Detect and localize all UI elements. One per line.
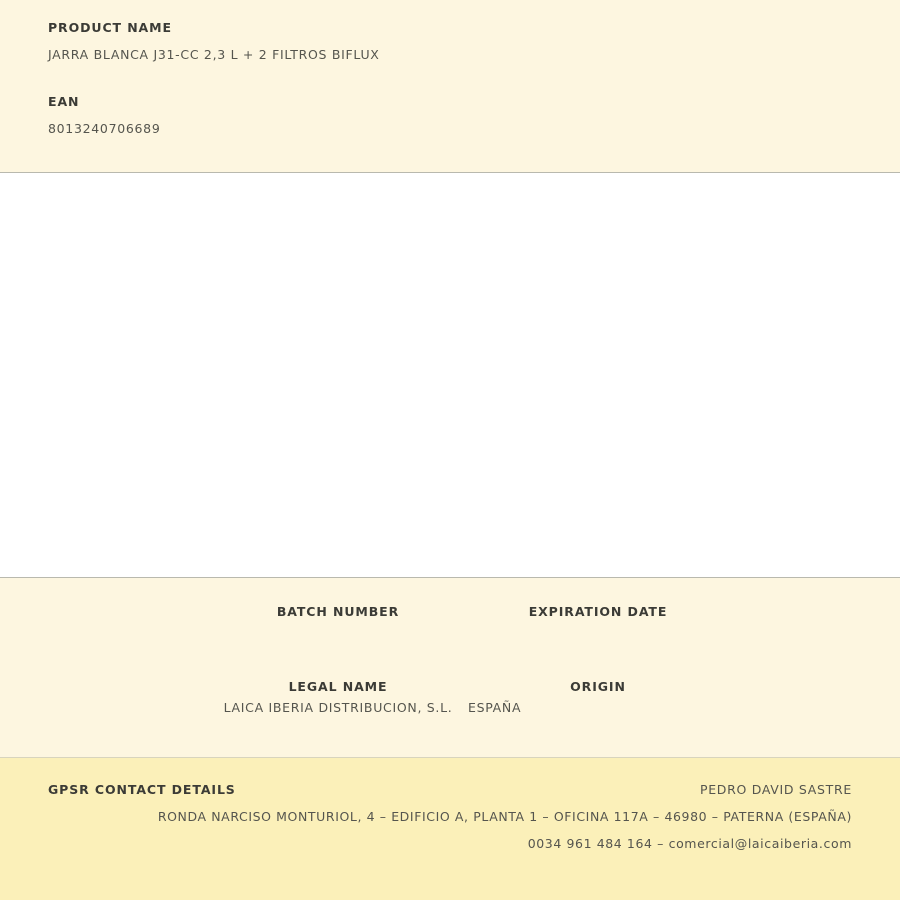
expiration-date-field [468,604,728,625]
gpsr-contact-person: PEDRO DAVID SASTRE [699,782,852,797]
product-header-section [0,0,900,172]
gpsr-header-row [48,782,852,797]
gpsr-title: GPSR CONTACT DETAILS [48,782,236,797]
legal-name-label: LEGAL NAME [288,679,388,694]
origin-label: ORIGIN [570,679,626,694]
product-details-section [0,578,900,758]
origin-field [468,679,728,715]
product-image-area [0,172,900,578]
row-spacer [48,625,852,679]
product-name-label: PRODUCT NAME [48,20,172,35]
ean-value: 8013240706689 [48,121,161,136]
batch-expiration-row [48,604,852,625]
gpsr-footer-section [0,758,900,900]
ean-label: EAN [48,94,80,109]
spacer-column-2 [48,679,208,715]
batch-number-label: BATCH NUMBER [276,604,400,619]
legal-origin-row [48,679,852,715]
legal-name-value: LAICA IBERIA DISTRIBUCION, S.L. [223,700,453,715]
ean-field [48,94,852,136]
legal-name-field [208,679,468,715]
product-name-value: JARRA BLANCA J31-CC 2,3 L + 2 FILTROS BIFLUX [48,47,380,62]
spacer-column [48,604,208,625]
batch-number-field [208,604,468,625]
gpsr-contact-line: 0034 961 484 164 – comercial@laicaiberia.com [527,836,852,851]
origin-value: ESPAÑA [468,700,522,715]
gpsr-address: RONDA NARCISO MONTURIOL, 4 – EDIFICIO A, PLANTA 1 – OFICINA 117A – 46980 – PATERNA (ESPAÑA) [157,809,852,824]
product-name-field [48,20,852,62]
expiration-date-label: EXPIRATION DATE [528,604,668,619]
